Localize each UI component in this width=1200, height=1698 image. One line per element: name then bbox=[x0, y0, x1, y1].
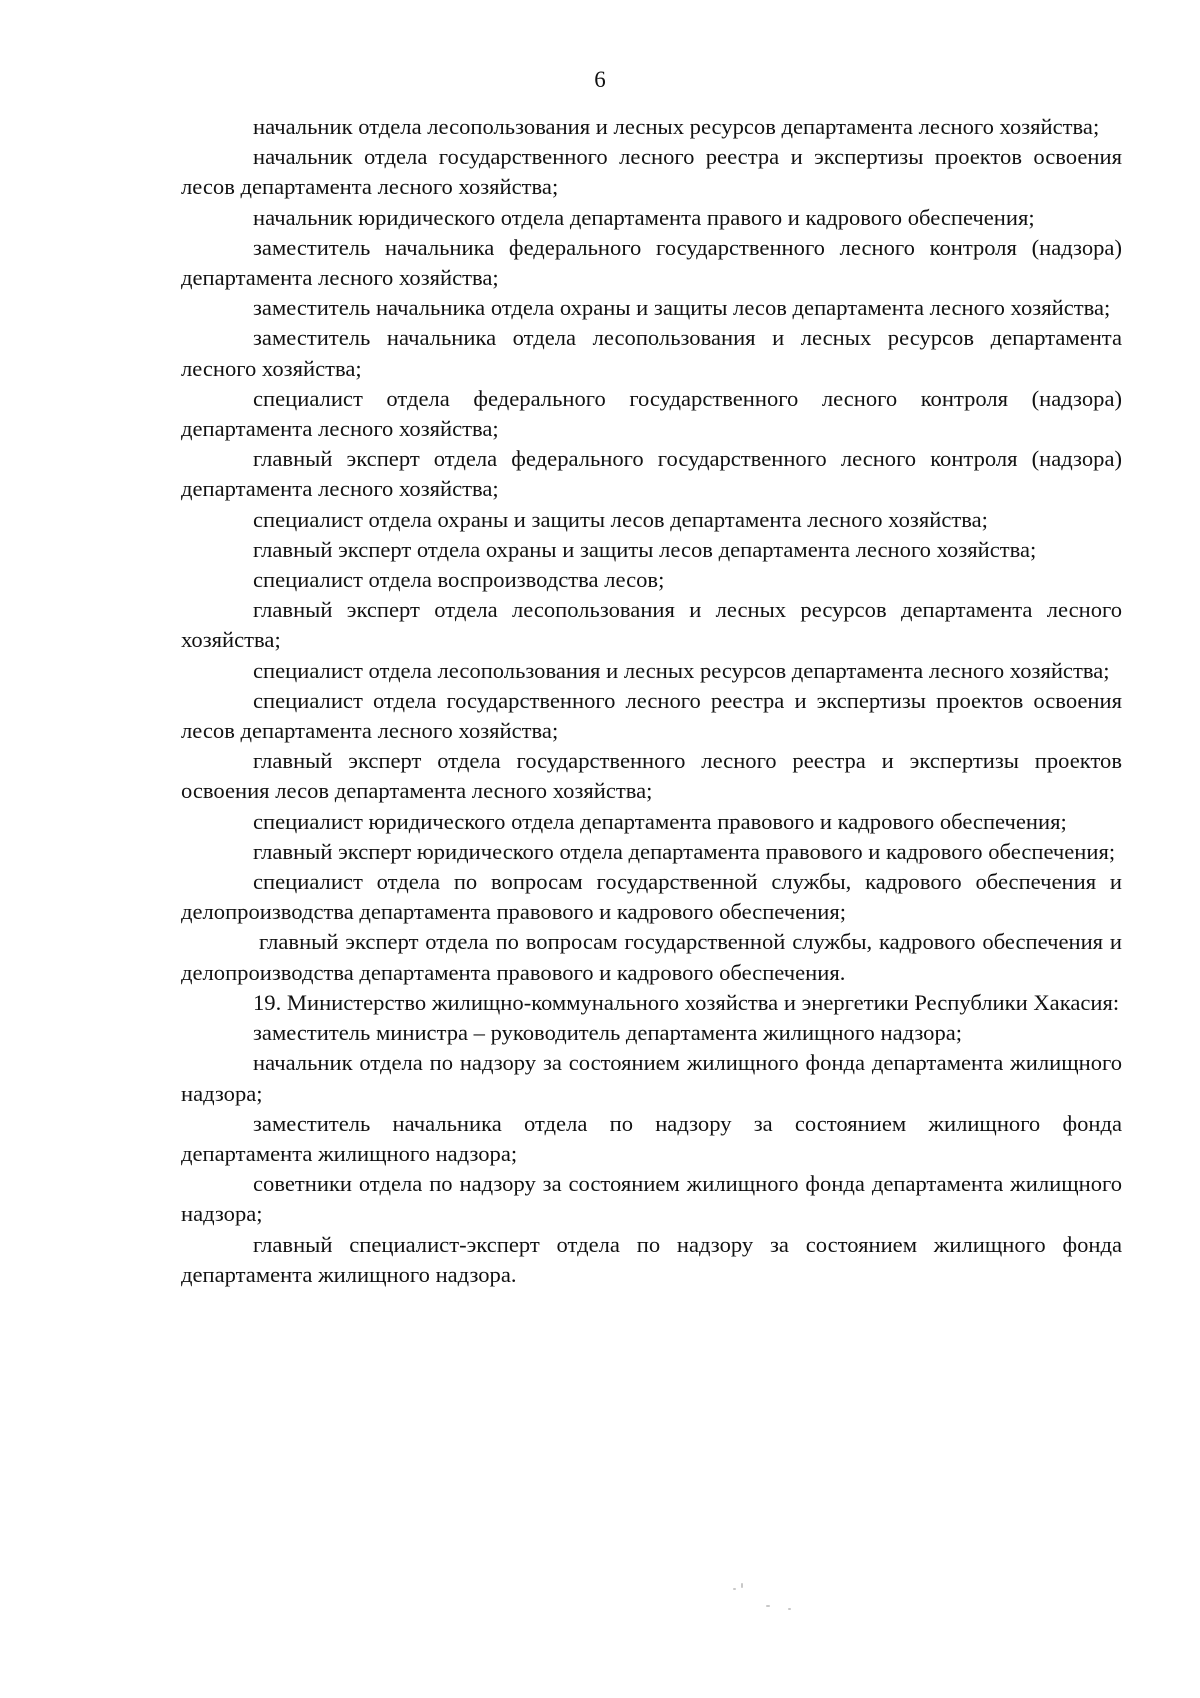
paragraph: главный эксперт отдела государственного лесного реестра и экспертизы проектов освоения лесов департамента лесного хозяйства; bbox=[181, 748, 1122, 804]
paragraph: заместитель начальника отдела охраны и защиты лесов департамента лесного хозяйства; bbox=[253, 295, 1111, 321]
paragraph: начальник отдела лесопользования и лесных ресурсов департамента лесного хозяйства; bbox=[253, 114, 1100, 139]
paragraph: главный эксперт отдела лесопользования и лесных ресурсов департамента лесного хозяйства; bbox=[181, 597, 1122, 653]
paragraph: заместитель начальника отдела лесопользования и лесных ресурсов департамента лесного хозяйства; bbox=[181, 325, 1122, 381]
paragraph: главный эксперт отдела федерального государственного лесного контроля (надзора) департамента лесного хозяйства; bbox=[181, 446, 1122, 502]
page-number: 6 bbox=[594, 67, 606, 92]
scan-speck bbox=[788, 1608, 791, 1610]
paragraph: заместитель начальника федерального государственного лесного контроля (надзора) департамента лесного хозяйства; bbox=[181, 234, 1122, 291]
paragraph: советники отдела по надзору за состоянием жилищного фонда департамента жилищного надзора; bbox=[181, 1171, 1122, 1227]
paragraph: главный эксперт отдела по вопросам государственной службы, кадрового обеспечения и делопроизводства департамента правового и кадрового обеспечения. bbox=[181, 929, 1122, 985]
document-body bbox=[181, 112, 1122, 1290]
paragraph: начальник юридического отдела департамента правого и кадрового обеспечения; bbox=[253, 204, 1035, 230]
paragraph: главный эксперт юридического отдела департамента правового и кадрового обеспечения; bbox=[253, 838, 1116, 864]
paragraph: специалист юридического отдела департамента правового и кадрового обеспечения; bbox=[253, 808, 1067, 834]
paragraph: специалист отдела федерального государственного лесного контроля (надзора) департамента лесного хозяйства; bbox=[181, 385, 1122, 442]
paragraph: начальник отдела государственного лесного реестра и экспертизы проектов освоения лесов департамента лесного хозяйства; bbox=[181, 144, 1122, 200]
paragraph: заместитель министра – руководитель департамента жилищного надзора; bbox=[253, 1020, 963, 1046]
numbered-paragraph: 19. Министерство жилищно-коммунального хозяйства и энергетики Республики Хакасия: bbox=[253, 989, 1120, 1015]
scan-speck bbox=[733, 1588, 736, 1590]
paragraph: специалист отдела по вопросам государственной службы, кадрового обеспечения и делопроизводства департамента правового и кадрового обеспечения; bbox=[181, 869, 1122, 925]
paragraph: специалист отдела охраны и защиты лесов департамента лесного хозяйства; bbox=[253, 506, 988, 532]
paragraph: специалист отдела государственного лесного реестра и экспертизы проектов освоения лесов департамента лесного хозяйства; bbox=[181, 687, 1122, 744]
scan-speck bbox=[741, 1583, 743, 1588]
scan-speck bbox=[766, 1605, 770, 1607]
paragraph: начальник отдела по надзору за состоянием жилищного фонда департамента жилищного надзора; bbox=[181, 1050, 1122, 1106]
paragraph: специалист отдела воспроизводства лесов; bbox=[253, 567, 665, 593]
paragraph: главный эксперт отдела охраны и защиты лесов департамента лесного хозяйства; bbox=[253, 536, 1037, 562]
paragraph: специалист отдела лесопользования и лесных ресурсов департамента лесного хозяйства; bbox=[253, 657, 1110, 683]
paragraph: главный специалист-эксперт отдела по надзору за состоянием жилищного фонда департамента жилищного надзора. bbox=[181, 1231, 1122, 1287]
paragraph: заместитель начальника отдела по надзору за состоянием жилищного фонда департамента жилищного надзора; bbox=[181, 1110, 1122, 1166]
